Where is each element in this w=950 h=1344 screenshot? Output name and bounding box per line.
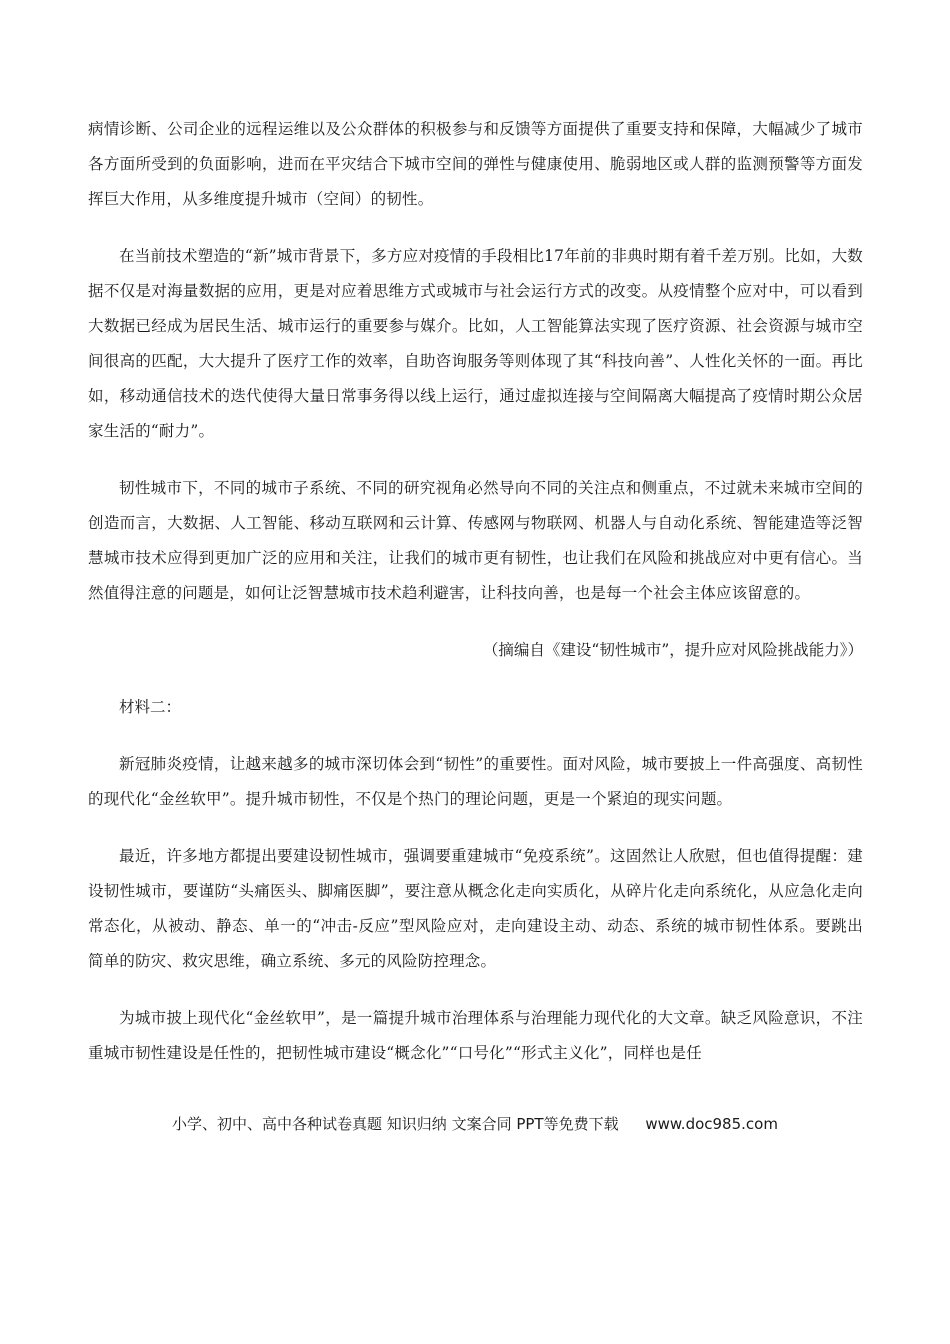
paragraph-material-two-2: 最近，许多地方都提出要建设韧性城市，强调要重建城市“免疫系统”。这固然让人欣慰，但也值得提醒：建设韧性城市，要谨防“头痛医头、脚痛医脚”，要注意从概念化走向实质化，从碎片化走向系统化，从应急化走向常态化，从被动、静态、单一的“冲击-反应”型风险应对，走向建设主动、动态、系统的城市韧性体系。要跳出简单的防灾、救灾思维，确立系统、多元的风险防控理念。	[88, 847, 863, 970]
footer-text: 小学、初中、高中各种试卷真题 知识归纳 文案合同 PPT等免费下载	[172, 1115, 619, 1133]
article-body	[88, 112, 863, 1071]
page-footer	[0, 1112, 950, 1136]
source-citation: （摘编自《建设“韧性城市”，提升应对风险挑战能力》）	[482, 641, 863, 659]
paragraph-material-two-1: 新冠肺炎疫情，让越来越多的城市深切体会到“韧性”的重要性。面对风险，城市要披上一件高强度、高韧性的现代化“金丝软甲”。提升城市韧性，不仅是个热门的理论问题，更是一个紧迫的现实问题。	[88, 755, 863, 808]
paragraph-material-two-3: 为城市披上现代化“金丝软甲”，是一篇提升城市治理体系与治理能力现代化的大文章。缺乏风险意识，不注重城市韧性建设是任性的，把韧性城市建设“概念化”“口号化”“形式主义化”，同样也是任	[88, 1009, 863, 1062]
footer-url-link[interactable]: www.doc985.com	[645, 1115, 778, 1133]
paragraph-resilient-city: 韧性城市下，不同的城市子系统、不同的研究视角必然导向不同的关注点和侧重点，不过就未来城市空间的创造而言，大数据、人工智能、移动互联网和云计算、传感网与物联网、机器人与自动化系统、智能建造等泛智慧城市技术应得到更加广泛的应用和关注，让我们的城市更有韧性，也让我们在风险和挑战应对中更有信心。当然值得注意的问题是，如何让泛智慧城市技术趋利避害，让科技向善，也是每一个社会主体应该留意的。	[88, 479, 863, 602]
paragraph-continuation: 病情诊断、公司企业的远程运维以及公众群体的积极参与和反馈等方面提供了重要支持和保障，大幅减少了城市各方面所受到的负面影响，进而在平灾结合下城市空间的弹性与健康使用、脆弱地区或人群的监测预警等方面发挥巨大作用，从多维度提升城市（空间）的韧性。	[88, 120, 863, 208]
paragraph-tech-background: 在当前技术塑造的“新”城市背景下，多方应对疫情的手段相比17年前的非典时期有着千差万别。比如，大数据不仅是对海量数据的应用，更是对应着思维方式或城市与社会运行方式的改变。从疫情整个应对中，可以看到大数据已经成为居民生活、城市运行的重要参与媒介。比如，人工智能算法实现了医疗资源、社会资源与城市空间很高的匹配，大大提升了医疗工作的效率，自助咨询服务等则体现了其“科技向善”、人性化关怀的一面。再比如，移动通信技术的迭代使得大量日常事务得以线上运行，通过虚拟连接与空间隔离大幅提高了疫情时期公众居家生活的“耐力”。	[88, 247, 863, 440]
material-two-heading: 材料二：	[119, 698, 182, 716]
